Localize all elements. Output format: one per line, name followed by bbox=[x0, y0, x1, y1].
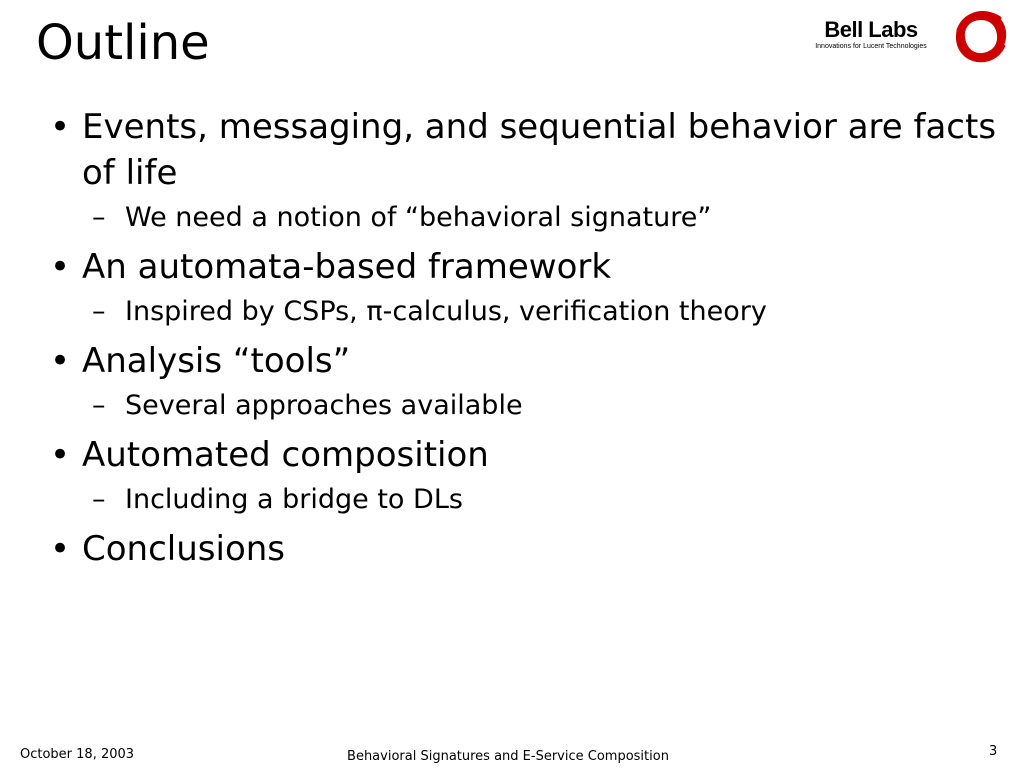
bullet-dot: • bbox=[50, 341, 71, 381]
bullet-text: Analysis “tools” bbox=[82, 341, 351, 381]
bullet-item bbox=[0, 432, 1024, 478]
sub-bullet-text: Several approaches available bbox=[125, 390, 523, 421]
bullet-item bbox=[0, 338, 1024, 384]
bullet-text: Automated composition bbox=[82, 435, 489, 475]
sub-bullet-item bbox=[0, 481, 1024, 519]
bullet-text: An automata-based framework bbox=[82, 247, 612, 287]
slide-title: Outline bbox=[36, 15, 210, 71]
sub-bullet-dash: – bbox=[92, 390, 106, 421]
bullet-list bbox=[0, 104, 1024, 575]
sub-bullet-text: Including a bridge to DLs bbox=[125, 484, 463, 515]
page-number: 3 bbox=[989, 744, 998, 759]
sub-bullet-text: Inspired by CSPs, π-calculus, verification theory bbox=[125, 296, 767, 327]
sub-bullet-item bbox=[0, 199, 1024, 237]
bullet-item bbox=[0, 104, 1024, 196]
footer-title: Behavioral Signatures and E-Service Composition bbox=[347, 749, 669, 764]
logo-tagline: Innovations for Lucent Technologies bbox=[815, 43, 927, 50]
sub-bullet-item bbox=[0, 293, 1024, 331]
bullet-dot: • bbox=[50, 435, 71, 475]
bullet-item bbox=[0, 244, 1024, 290]
bullet-dot: • bbox=[50, 529, 71, 569]
sub-bullet-dash: – bbox=[92, 296, 106, 327]
footer-date: October 18, 2003 bbox=[20, 747, 135, 762]
bullet-dot: • bbox=[50, 107, 71, 147]
bullet-item bbox=[0, 526, 1024, 572]
sub-bullet-text: We need a notion of “behavioral signature” bbox=[125, 202, 712, 233]
logo-brand: Bell Labs bbox=[824, 17, 918, 42]
sub-bullet-dash: – bbox=[92, 484, 106, 515]
lucent-ring-icon bbox=[950, 6, 1012, 68]
bell-labs-logo bbox=[807, 6, 1012, 70]
sub-bullet-dash: – bbox=[92, 202, 106, 233]
logo-text bbox=[807, 18, 935, 51]
bullet-text: Conclusions bbox=[82, 529, 286, 569]
bullet-text: Events, messaging, and sequential behavior are facts of life bbox=[82, 107, 997, 193]
bullet-dot: • bbox=[50, 247, 71, 287]
sub-bullet-item bbox=[0, 387, 1024, 425]
